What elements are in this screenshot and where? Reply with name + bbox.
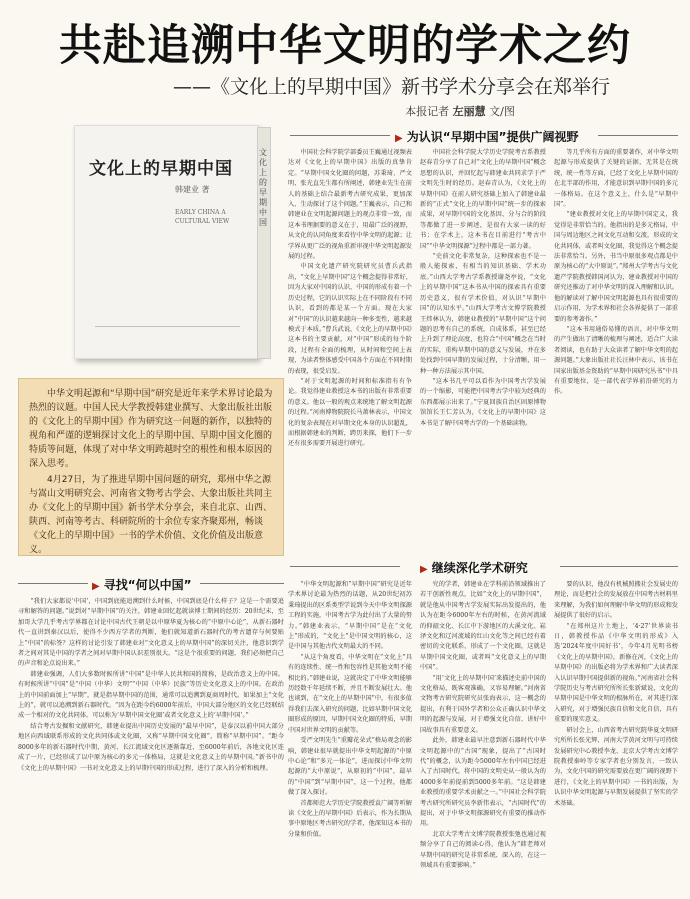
paragraph: 中国文化遗产研究院研究员曹兵武指出，“文化上早期中国”这个概念提得非常好，因为大家对中国的认识，中国的形成有着一个历史过程，它的认识实际上在不同阶段有不同认识，看到的都是某一个方面。现在大家对“中国”的认识越来越向一种多变性，越来越模式于本质。”曹兵武说，《文化上的早期中国》这本书的主要贡献，对“中国”形成的每个阶段，过程有全面的梳理，从时间和空间上表现，为读者整体感受中国各个方面在不同时期的表现，很受启发。	[288, 263, 412, 375]
headline: 共赴追溯中华文明的学术之约	[59, 21, 631, 71]
article-column-1	[18, 597, 284, 887]
paragraph: “中华文明起源和“早期中国”研究是近年学术界讨论最为热烈的话题，从20世纪初苏秉琦提出的区系类型学说到今天中华文明探源工程的实施，中国考古学为此付出了大量的努力。”韩建业表示，“早期中国”是在“文化上”形成的，“文化上”是中国文明的核心，这是中国与其他古代文明最大的不同。	[288, 581, 412, 651]
paragraph: 研讨会上，山西省考古研究院华夏文明研究所所长张光辉、河南大学黄河文明与可持续发展研究中心教授李龙、北京大学考古文博学院教授秦岭等专家学者也分别发言，一致认为，文化中国的研究需要放在更广阔的视野下进行，《文化上的早期中国》一书的出版，为认识中华文明起源与早期发展提供了坚实的学术基础。	[554, 726, 678, 807]
section-heading-2	[92, 576, 191, 593]
section-heading-3	[420, 559, 528, 576]
paragraph: 韩建业强调，人们大多数时候所讲“中国”是中华人民共和国的简称，是政治意义上的中国。有时候所讲“中国”是“中国（中华）文明”“中国（中华）民族”等历史文化意义上的中国。在政治上的中国前面加上“早期”，就是指早期中国的范围，通常可以追溯到夏商周时代。如果加上“文化上的”，就可以追溯到新石器时代。“因为在距今约6000年前后，中国大部分地区的文化已经联结成一个相对的文化共同体，可以称为‘早期中国文化圈’或者文化意义上的‘早期中国’。”	[18, 670, 284, 720]
byline	[300, 103, 620, 119]
book-spine-title: 文化上的早期中国	[259, 148, 267, 227]
article-column-4-lower	[554, 580, 678, 887]
section-rule	[290, 135, 390, 136]
article-column-3	[420, 148, 546, 543]
summary-box	[18, 378, 284, 556]
paragraph: 要的认识，他没有机械照搬社会发展史的理论，而是把社会的发展放在中国考古材料里来理解，为我们如何理解中华文明的形成和发展提供了很好的启示。	[554, 581, 678, 620]
section-heading-3-text: 继续深化学术研究	[431, 561, 528, 575]
paragraph: 受严文明先生“重瓣花朵式”格局观念的影响，韩建业很早就提出中华文明起源的“中原中心论”和“多元一体论”，进而探讨中华文明起源的“大中原说”，从原初的“中国”，最早的“中国”到“早期中国”，这一个过程，他都做了深入探讨。	[288, 737, 412, 797]
summary-paragraph: 中华文明起源和“早期中国”研究是近年来学术界讨论最为热烈的议题。中国人民大学教授韩建业撰写、大象出版社出版的《文化上的早期中国》作为研究这一问题的新作，以独特的视角和严谨的逻辑探讨文化上的早期中国、早期中国文化圈的特质等问题，体现了对中华文明跨越时空的根性和根本原因的深入思考。	[29, 389, 273, 469]
article-column-3-lower	[420, 580, 546, 887]
paragraph: “我们大家都说‘中国’，中国到底能追溯到什么时候，中国到底是什么样子？这是一个需要追寻和解答的问题。”说到对“早期中国”的关注，韩建业回忆起就读博士期间的经历：20世纪末，至加哥大学几乎考古学界都在讨论中国古代王朝是以中原华夏为核心的“中原中心论”，从新石器时代一直讲到秦汉以后，使得不少西方学者的判断，他们就知道新石器时代的考古遗存与何要贴上“中国”的标签？这样的讨论引发了韩建业对“文化意义上的早期中国”的深切关注，他意识到学者之间对其是中国的学者之间对早期中国认识差别很大。“这是个很重要的问题，我们必须把自己的声音和论点说出来。”	[18, 598, 284, 668]
book-cover-decoration	[95, 276, 240, 327]
paragraph: 北京大学考古文博学院教授张弛也通过视频分享了自己的阅读心得，他认为“韩老师对早期中国的研究是非常系统、深入的，在这一领域具有重要影响。”	[420, 830, 546, 869]
paragraph: “从这个角度看，中华文明在“文化上”具有的连续性、统一性和包容性是其他文明不能相比的。”韩建业说，这就决定了中华文明能够历经数千年延续不断，并且不断发展壮大。他也谈到，在“文化上的早期中国”中，有很多值得我们去深入研究的问题，比如早期中国文化圈形成的原因，早期中国文化圈的特质，早期中国对世界文明的贡献等。	[288, 653, 412, 734]
section-rule	[290, 566, 400, 567]
paragraph: 中国社会科学院学部委员王巍通过视频表达对《文化上的早期中国》出版的真挚肯定。“早期中国文化圈的问题，苏秉琦、严文明、张光直先生都有所阐述，韩建业先生在前人的基础上结合最新考古研究成果，更加深入、生动探讨了这个问题。”王巍表示，自己和韩建业在文明起源问题上的观点非常一致，而这本书理据要的意义在于，用最广泛的视野，从文化的认同角度来看待中华文明的起源；让学界从更广泛的视角重新审视中华文明起源发展的过程。	[288, 149, 412, 261]
subheadline: ——《文化上的早期中国》新书学术分享会在郑举行	[172, 76, 610, 98]
paragraph: 首都师范大学历史学院教授袁广阔等听解读《文化上的早期中国》后表示，作为长期从事中原地区考古研究的学者，他深知这本书的分量和价值。	[288, 799, 412, 838]
byline-suffix: 文/图	[489, 105, 515, 118]
summary-paragraph: 4月27日，为了推进早期中国问题的研究，郑州中华之源与嵩山文明研究会、河南省文物考古学会、大象出版社共同主办《文化上的早期中国》新书学术分享会，来自北京、山西、陕西、河南等考古、科研院所的十余位专家齐聚郑州，畅谈《文化上的早期中国》一书的学术价值、文化价值及出版意义。	[29, 475, 273, 555]
book-spine	[257, 127, 271, 359]
paragraph: 中国社会科学院大学历史学院考古系教授赵春青分享了自己对“文化上的早期中国”概念思想的认识，并回忆起与韩建业共同求学于严文明先生时的经历。赵春青认为，《文化上的早期中国》在前人研究基础上加入了韩建业最新的“正式”文化上的早期中国”统一步的探索成果，对早期中国的文化基因、分与合的阶段等都做了进一步阐述，是很有大家一读的好书；在学术上，这本书在目前进行“考古中国”“中华文明探源”过程中都是一部力著。	[420, 149, 546, 250]
book-cover-image	[74, 125, 259, 359]
paragraph: “用‘文化上的早期中国’来描述史前中国的文化格局，既客观准确，又容易理解。”河南省文物考古研究院研究员张海表示，这一概念的提出，有利于国外学者和公众正确认识中华文明的起源与发展，对于增强文化自信、讲好中国故事具有重要意义。	[420, 674, 546, 734]
article-column-4	[554, 148, 678, 543]
paragraph: “建业教授对文化上的早期中国定义，我觉得是非常恰当的。他指出的是多元格局，中国与周边地区之间文化互动和交流，形成的文化共同体，或者叫文化圈，我觉得这个概念提法非常恰当。另外，书当中原很多观点都是中原为核心的“大中原说”。”郑州大学考古与文化遗产学院教授韩国河认为，建业教授对中国的研究还推动了对中华文明的深入理解和认识。他的解读对了解中国文明起源也具有很重要的启示作用，为学术界和社会各界提供了一部重要的参考著作。”	[554, 211, 678, 323]
paragraph: “对于文明起源的时间和标准指有有争论。我觉得建业教授这本书的出版有非常重要的意义。他以一般的观点来统地了解文明起源的过程。”河南博物院院长马萧林表示，中国文化的复杂表现在对早期文化本身的认识超乱，而根据韩建业的判断，跨历来探，他们下一步还有很多需要开展进行研究。	[288, 377, 412, 448]
section-heading-2-text: 寻找“何以中国”	[103, 578, 192, 592]
triangle-marker-icon: ▶	[420, 564, 428, 575]
section-rule	[200, 583, 284, 584]
byline-author: 左丽慧	[452, 105, 486, 118]
section-rule	[598, 135, 678, 136]
book-cover-author: 韩建业 著	[175, 185, 210, 194]
section-heading-1	[395, 128, 578, 145]
byline-prefix: 本报记者	[405, 105, 450, 118]
paragraph: 结合考古发掘和文献研究，韩建业提出中国历史发展的“最早中国”，是泰汉以前中国大部分地区向西域联系形成的文化共同体或文化圈，又称“早期中国文化圈”，简称“早期中国”。“距今8000多年的新石器时代中期，黄河、长江流域文化区逐渐靠近，至6000年前后，各地文化区连成了一片，已经形成了以中原为核心的多元一体格局，这就是文化意义上的早期中国。”新书中的《文化上的早期中国》一书对文化意义上的早期中国的形成过程，进行了深入的分析和梳理。	[18, 722, 284, 772]
paragraph: “在郑州这片土地上，‘4·27’世界读书日，韩教授作品《中华文明的形成》入选‘2024年度中国好书’，今年4月光明书榜《文化上的早期中国》，新修在河，《文化上的早期中国》的出版必将为学术界和广大读者深入认识早期中国提供新的视角。”河南省社会科学院历史与考古研究所所长张新斌说，文化的早期中国是中华文明的根脉所在，对其进行深入研究，对于增强民族自信和文化自信，具有重要的现实意义。	[554, 622, 678, 724]
paragraph: 等几乎所有方面的重要著作，对中华文明起源与形成提供了关键的证据，无其是在统统，统一性等方面，已经了文化上早期中国的在北半部的作用，才能意识到早期中国的多元一体格局。在这个意义上，什么是“早期中国”。	[554, 149, 678, 209]
book-cover-english-title: EARLY CHINA A CULTURAL VIEW	[175, 209, 230, 225]
section-heading-1-text: 为认识“早期中国”提供广阔视野	[406, 130, 579, 144]
paragraph: “史前文化非常复杂，这种探索也不是一般人能探索，有相当的知识基础、学术功底。”山西大学考古学系教授谢尧亭说，“文化上的早期中国”这本书从中国的探索具有重要历史意义，很有学术价值，对认识“早期中国”的认知水平。”山西大学考古文博学院教授王炜林认为，韩建业教授的“早期中国”这个问题的思考有自己的系统，自成体系，甚至已经上升到了理论高度，也符合“中国”概念在当时的实际，重构早期中国的意义与发展，并在多处找到中国早期的发展过程，十分清晰，用一种一种方法展示其中国。	[420, 253, 546, 375]
paragraph: 此外，韩建业最早注意到新石器时代中华文明起源中的“古国”现象，提出了“古国时代”的概念，认为距今5000年左右中国已经进入了古国时代，将中国的文明史从一般认为的4000多年前提前到5000多年前。“这是韩建业教授的重要学术贡献之一。”中国社会科学院考古研究所研究员李新伟表示，“古国时代”的提出，对于中华文明探源研究有重要的推动作用。	[420, 737, 546, 828]
book-cover-title: 文化上的早期中国	[89, 159, 233, 179]
article-column-2	[288, 148, 412, 543]
paragraph: 究的学者，韩建业在学科前沿领域推出了若干创新性观点，比如“文化上的早期中国”，就是他从中国考古学发展实际出发提出的，他认为在距今6000年左右的时候，在黄河流域的仰韶文化、长江中下游地区的大溪文化、崧泽文化和辽河流域的红山文化等之间已经有着密切的文化联系，形成了一个文化圈，这就是早期中国文化圈，或者叫“文化意义上的早期中国”。	[420, 581, 546, 672]
article-column-2-lower	[288, 580, 412, 887]
section-rule	[560, 566, 678, 567]
triangle-marker-icon: ▶	[92, 581, 100, 592]
paragraph: “这本书几平可以看作为中国考古学发展的一个缩影，可能把中国考古学中较为经典的东西都展示出来了。”宁夏回族自治区固原博物馆馆长王仁芳认为，《文化上的早期中国》这本书是了解中国考古学的一个基础读物。	[420, 377, 546, 427]
paragraph: “这本书用通俗易懂的语言，对中华文明的产生做出了清晰的梳理与阐述，适合广大读者阅读，也有助于大众读者了解中华文明的起源问题。”大象出版社社长汪林中表示，该书在国家出版基金资助的“早期中国研究丛书”中具有重要地位，是一部代表学界前沿研究的力作。	[554, 325, 678, 396]
section-rule	[18, 583, 88, 584]
triangle-marker-icon: ▶	[395, 133, 403, 144]
